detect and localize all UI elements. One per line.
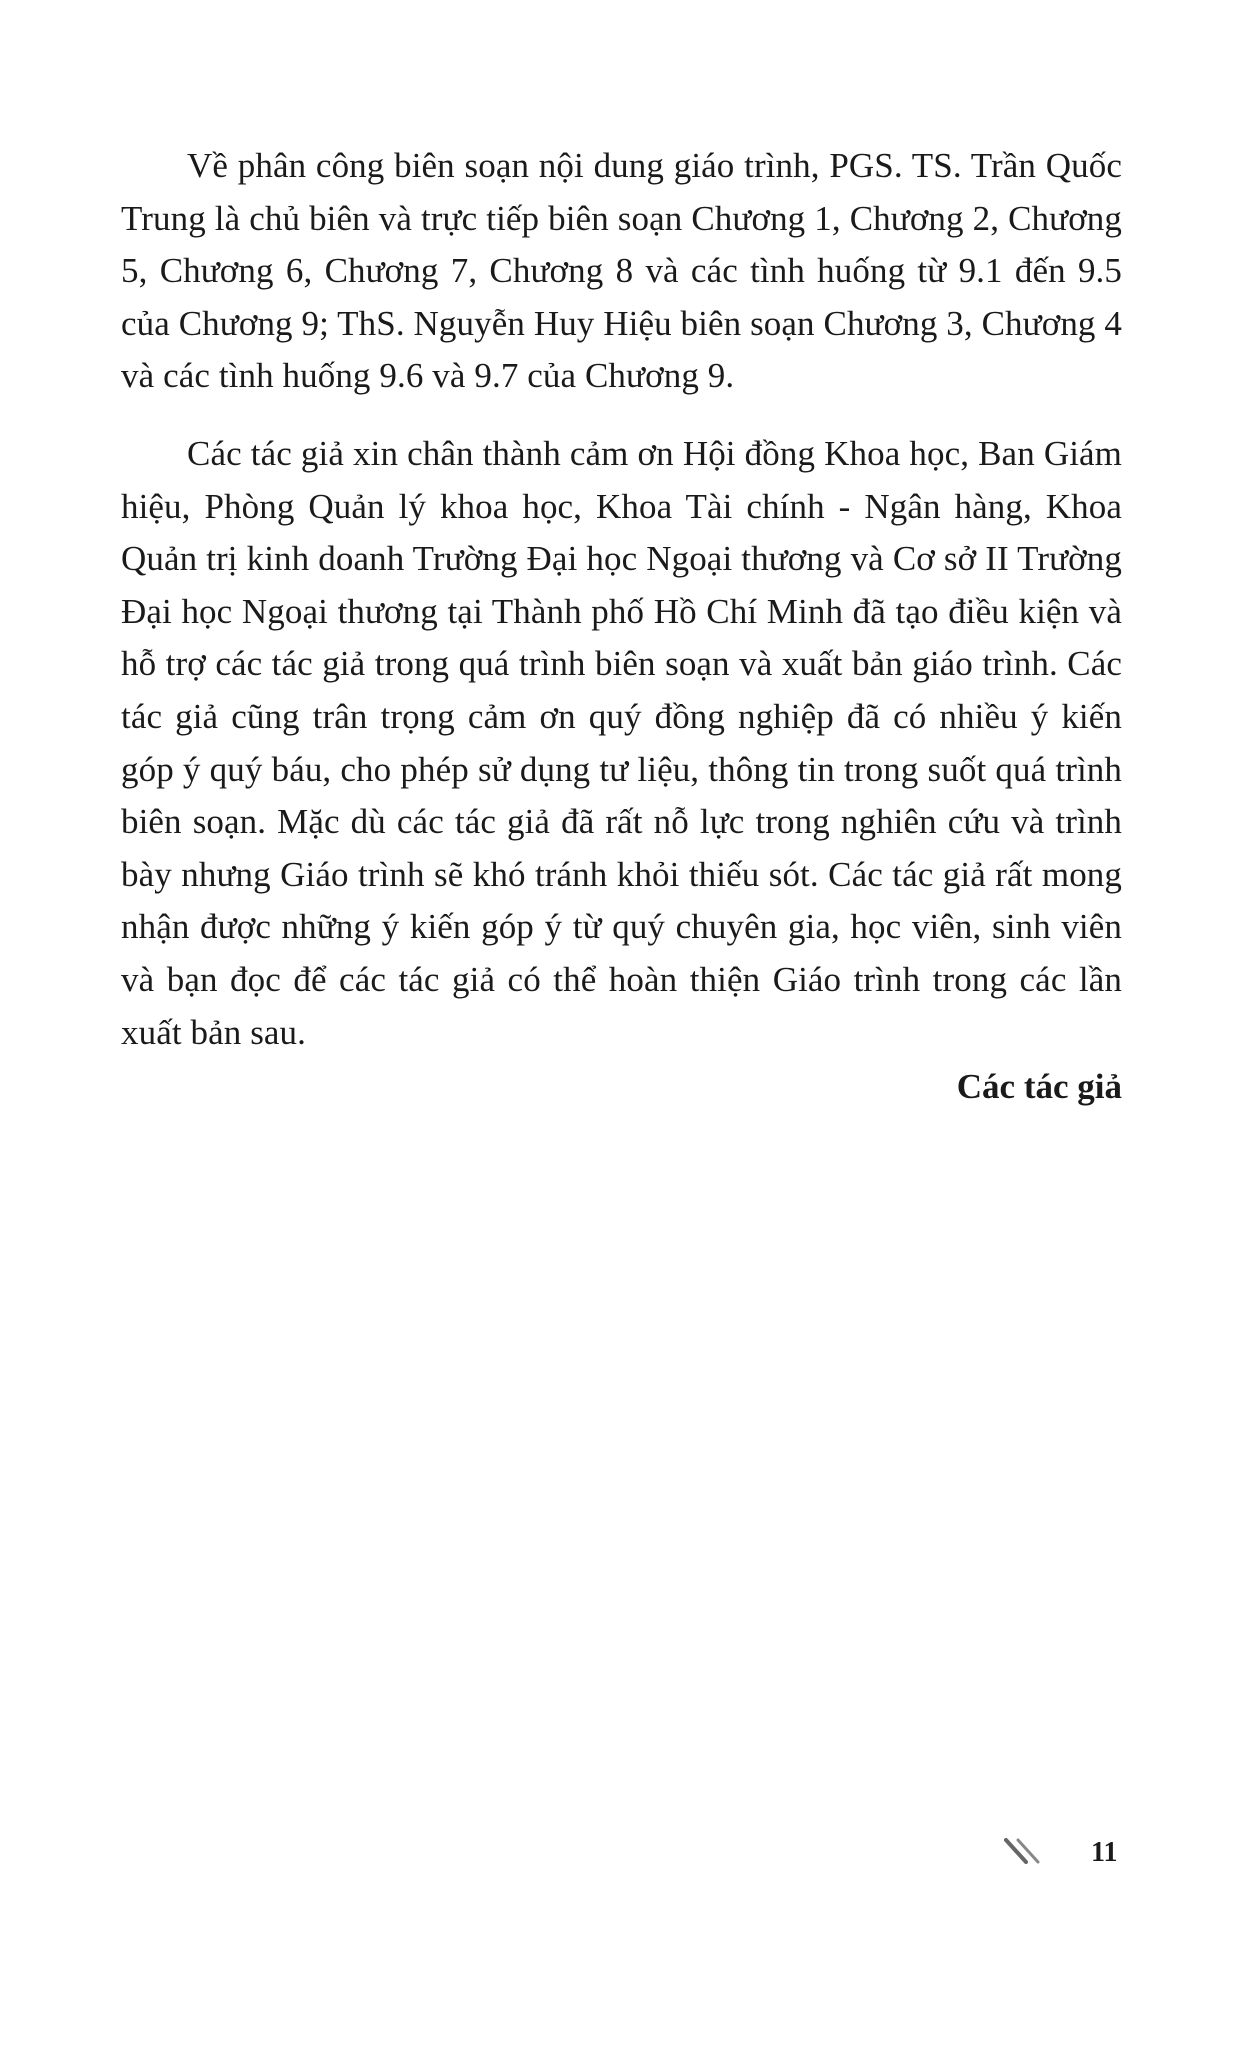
paragraph-authorship: Về phân công biên soạn nội dung giáo trình, PGS. TS. Trần Quốc Trung là chủ biên và trực tiếp biên soạn Chương 1, Chương 2, Chương 5, Chương 6, Chương 7, Chương 8 và các tình huống từ 9.1 đến 9.5 của Chương 9; ThS. Nguyễn Huy Hiệu biên soạn Chương 3, Chương 4 và các tình huống 9.6 và 9.7 của Chương 9.: [121, 146, 1122, 396]
page-number: 11: [1091, 1837, 1118, 1868]
body-text: [121, 140, 1122, 1059]
paragraph-acknowledgements: Các tác giả xin chân thành cảm ơn Hội đồng Khoa học, Ban Giám hiệu, Phòng Quản lý khoa học, Khoa Tài chính - Ngân hàng, Khoa Quản trị kinh doanh Trường Đại học Ngoại thương và Cơ sở II Trường Đại học Ngoại thương tại Thành phố Hồ Chí Minh đã tạo điều kiện và hỗ trợ các tác giả trong quá trình biên soạn và xuất bản giáo trình. Các tác giả cũng trân trọng cảm ơn quý đồng nghiệp đã có nhiều ý kiến góp ý quý báu, cho phép sử dụng tư liệu, thông tin trong suốt quá trình biên soạn. Mặc dù các tác giả đã rất nỗ lực trong nghiên cứu và trình bày nhưng Giáo trình sẽ khó tránh khỏi thiếu sót. Các tác giả rất mong nhận được những ý kiến góp ý từ quý chuyên gia, học viên, sinh viên và bạn đọc để các tác giả có thể hoàn thiện Giáo trình trong các lần xuất bản sau.: [121, 433, 1122, 1052]
scan-mark-icon: [1004, 1836, 1048, 1866]
signature: Các tác giả: [956, 1067, 1122, 1106]
